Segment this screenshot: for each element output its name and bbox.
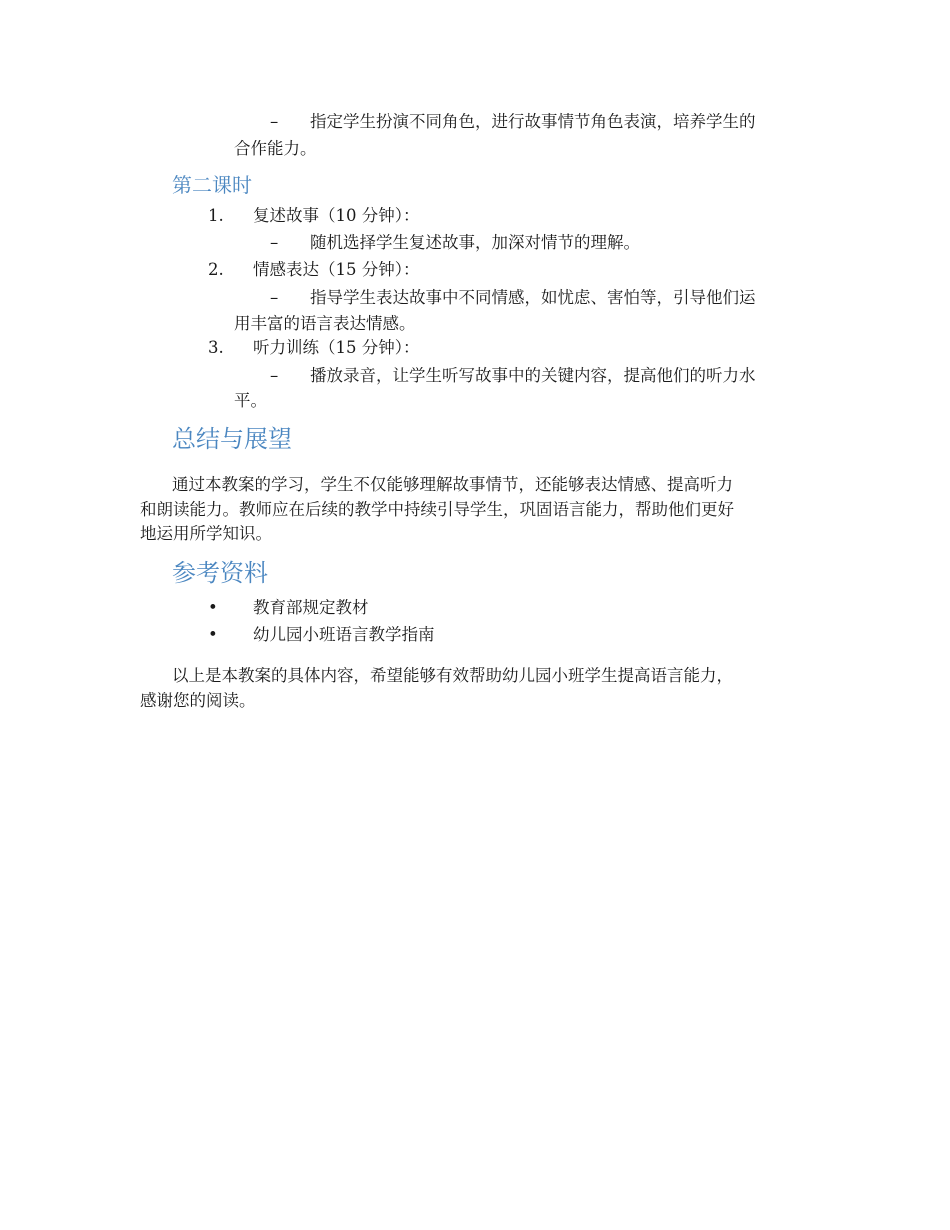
sub-bullet <box>270 284 756 311</box>
reference-item <box>208 594 369 621</box>
closing-line-1: 以上是本教案的具体内容，希望能够有效帮助幼儿园小班学生提高语言能力， <box>172 666 733 685</box>
reference-text: 教育部规定教材 <box>253 598 369 617</box>
summary-heading: 总结与展望 <box>172 425 292 453</box>
sub-bullet-continuation: 用丰富的语言表达情感。 <box>234 314 416 333</box>
reference-item <box>208 621 435 648</box>
summary-paragraph <box>140 472 820 497</box>
item-number: 1. <box>208 206 224 225</box>
bullet-marker: • <box>208 598 218 617</box>
list-item <box>208 334 420 361</box>
sub-bullet-text: 随机选择学生复述故事，加深对情节的理解。 <box>310 233 640 252</box>
dash-marker: – <box>270 288 279 307</box>
intro-line-1: 指定学生扮演不同角色，进行故事情节角色表演，培养学生的 <box>310 112 756 131</box>
sub-bullet-continuation: 平。 <box>234 391 267 410</box>
intro-line-2: 合作能力。 <box>234 139 317 158</box>
list-item <box>208 256 420 283</box>
summary-line-3: 地运用所学知识。 <box>140 524 272 543</box>
reference-text: 幼儿园小班语言教学指南 <box>253 625 435 644</box>
item-label: 听力训练（15 分钟）： <box>253 338 420 357</box>
item-label: 复述故事（10 分钟）： <box>253 206 420 225</box>
sub-bullet-text: 播放录音，让学生听写故事中的关键内容，提高他们的听力水 <box>310 366 756 385</box>
sub-bullet <box>270 229 640 256</box>
sub-bullet-text: 指导学生表达故事中不同情感，如忧虑、害怕等，引导他们运 <box>310 288 756 307</box>
summary-line-2: 和朗读能力。教师应在后续的教学中持续引导学生，巩固语言能力，帮助他们更好 <box>140 500 734 519</box>
dash-marker: – <box>270 112 279 131</box>
sub-bullet <box>270 362 756 389</box>
closing-line-2: 感谢您的阅读。 <box>140 691 256 710</box>
item-number: 2. <box>208 260 224 279</box>
item-label: 情感表达（15 分钟）： <box>253 260 420 279</box>
list-item <box>208 202 420 229</box>
dash-marker: – <box>270 366 279 385</box>
intro-sub-bullet <box>270 108 756 135</box>
lesson2-heading: 第二课时 <box>172 173 252 197</box>
dash-marker: – <box>270 233 279 252</box>
references-heading: 参考资料 <box>172 559 268 587</box>
summary-line-1: 通过本教案的学习，学生不仅能够理解故事情节，还能够表达情感、提高听力 <box>172 475 733 494</box>
bullet-marker: • <box>208 625 218 644</box>
item-number: 3. <box>208 338 224 357</box>
